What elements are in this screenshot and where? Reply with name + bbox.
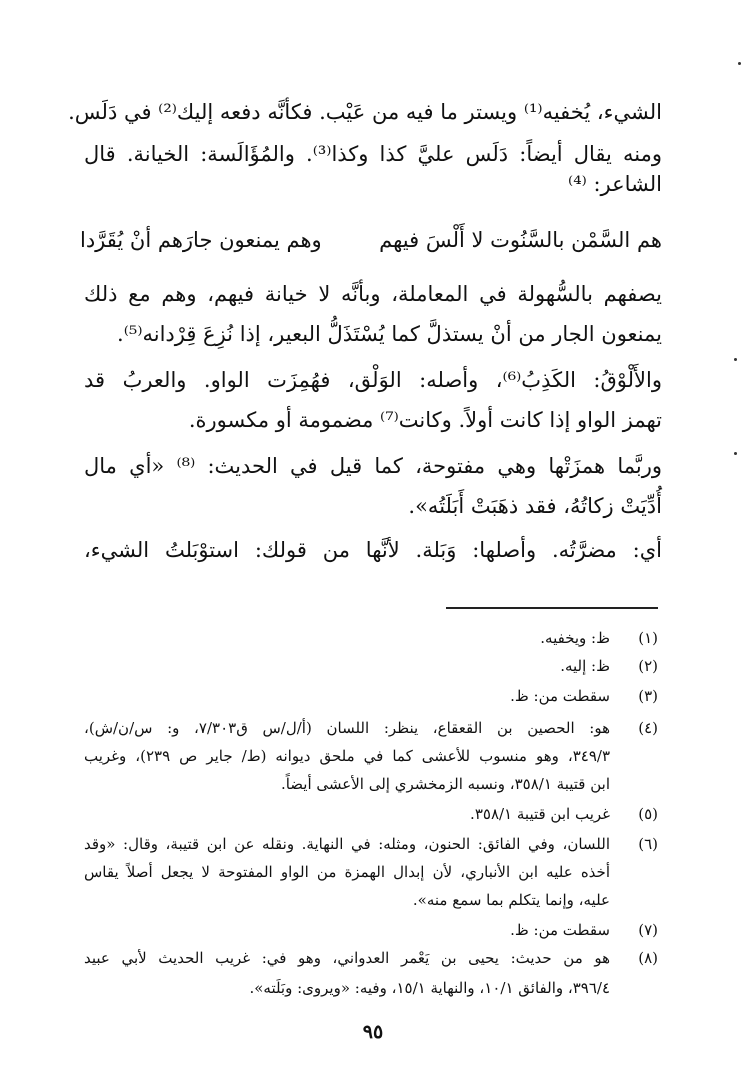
footnote-number: (٦) — [638, 835, 658, 853]
footnote-text: ظ: ويخفيه. — [540, 629, 610, 647]
footnote-number: (٤) — [638, 719, 658, 737]
poetry-verse — [80, 222, 662, 258]
main-text-line: أي: مضرَّتُه. وأصلها: وَبَلة. لأنَّها من قولك: استوْبَلتُ الشيء، — [84, 538, 662, 562]
footnote-separator — [446, 607, 658, 609]
footnote-number: (٣) — [638, 687, 658, 705]
footnote-text: سقطت من: ظ. — [510, 687, 610, 705]
main-text-line: يمنعون الجار من أنْ يستذلَّ كما يُسْتَذَلُّ البعير، إذا نُزِعَ قِرْدانه⁽⁵⁾. — [117, 322, 662, 346]
scan-speck — [734, 452, 737, 455]
main-text-line: يصفهم بالسُّهولة في المعاملة، وبأنَّه لا خيانة فيهم، وهم مع ذلك — [84, 282, 662, 306]
verse-second-hemistich: وهم يمنعون جارَهم أنْ يُقَرَّدا — [80, 228, 322, 252]
footnote-text: ٣٩٦/٤، والفائق ١٠/١، والنهاية ١٥/١، وفيه: «ويروى: وبَلَته». — [249, 979, 610, 997]
footnote-number: (٨) — [638, 949, 658, 967]
footnote-text: ابن قتيبة ٣٥٨/١، ونسبه الزمخشري إلى الأعشى أيضاً. — [280, 775, 610, 793]
main-text-line: والأَلْوْقُ: الكَذِبُ⁽⁶⁾، وأصله: الوَلْق، فهُمِزَت الواو. والعربُ قد — [84, 368, 662, 392]
main-text-line: وربَّما همزَتْها وهي مفتوحة، كما قيل في الحديث: ⁽⁸⁾ «أي مال — [84, 454, 662, 478]
main-text-line: ومنه يقال أيضاً: دَلَس عليَّ كذا وكذا⁽³⁾. والمُؤَالَسة: الخيانة. قال — [84, 142, 662, 166]
scan-speck — [734, 358, 737, 361]
footnote-number: (١) — [638, 629, 658, 647]
main-text-line: الشيء، يُخفيه⁽¹⁾ ويستر ما فيه من عَيْب. فكأنَّه دفعه إليك⁽²⁾ في دَلَس. — [68, 100, 662, 124]
verse-first-hemistich: هم السَّمْن بالسَّنُوت لا أَلْسَ فيهم — [379, 228, 662, 252]
footnote-text: سقطت من: ظ. — [510, 921, 610, 939]
main-text-line: الشاعر: ⁽⁴⁾ — [568, 172, 662, 196]
main-text-line: تهمز الواو إذا كانت أولاً. وكانت⁽⁷⁾ مضمومة أو مكسورة. — [188, 408, 662, 432]
page-number: ٩٥ — [362, 1021, 384, 1043]
footnote-number: (٢) — [638, 657, 658, 675]
footnote-text: هو: الحصين بن القعقاع، ينظر: اللسان (أ/ل/س ق٧/٣٠٣، و: س/ن/ش)، — [84, 719, 610, 737]
footnote-text: ظ: إليه. — [560, 657, 610, 675]
footnote-text: غريب ابن قتيبة ٣٥٨/١. — [470, 805, 610, 823]
footnote-text: أخذه عليه ابن الأنباري، لأن إبدال الهمزة من الواو المفتوحة لا يجعل أصلاً يقاس — [84, 863, 610, 881]
footnote-text: هو من حديث: يحيى بن يَعْمر العدواني، وهو في: غريب الحديث لأبي عبيد — [84, 949, 610, 967]
footnote-text: عليه، وإنما يتكلم بما سمع منه». — [412, 891, 610, 909]
footnote-number: (٥) — [638, 805, 658, 823]
main-text-line: أُدِّيَتْ زكاتُهُ، فقد ذهَبَتْ أَبَلَتُه». — [408, 494, 662, 518]
footnote-text: ٣٤٩/٣، وهو منسوب للأعشى كما في ملحق ديوانه (ط/ جاير ص ٢٣٩)، وغريب — [84, 747, 610, 765]
footnote-number: (٧) — [638, 921, 658, 939]
scan-speck — [738, 62, 741, 65]
footnote-text: اللسان، وفي الفائق: الحنون، ومثله: في النهاية. ونقله عن ابن قتيبة، وقال: «وقد — [84, 835, 610, 853]
